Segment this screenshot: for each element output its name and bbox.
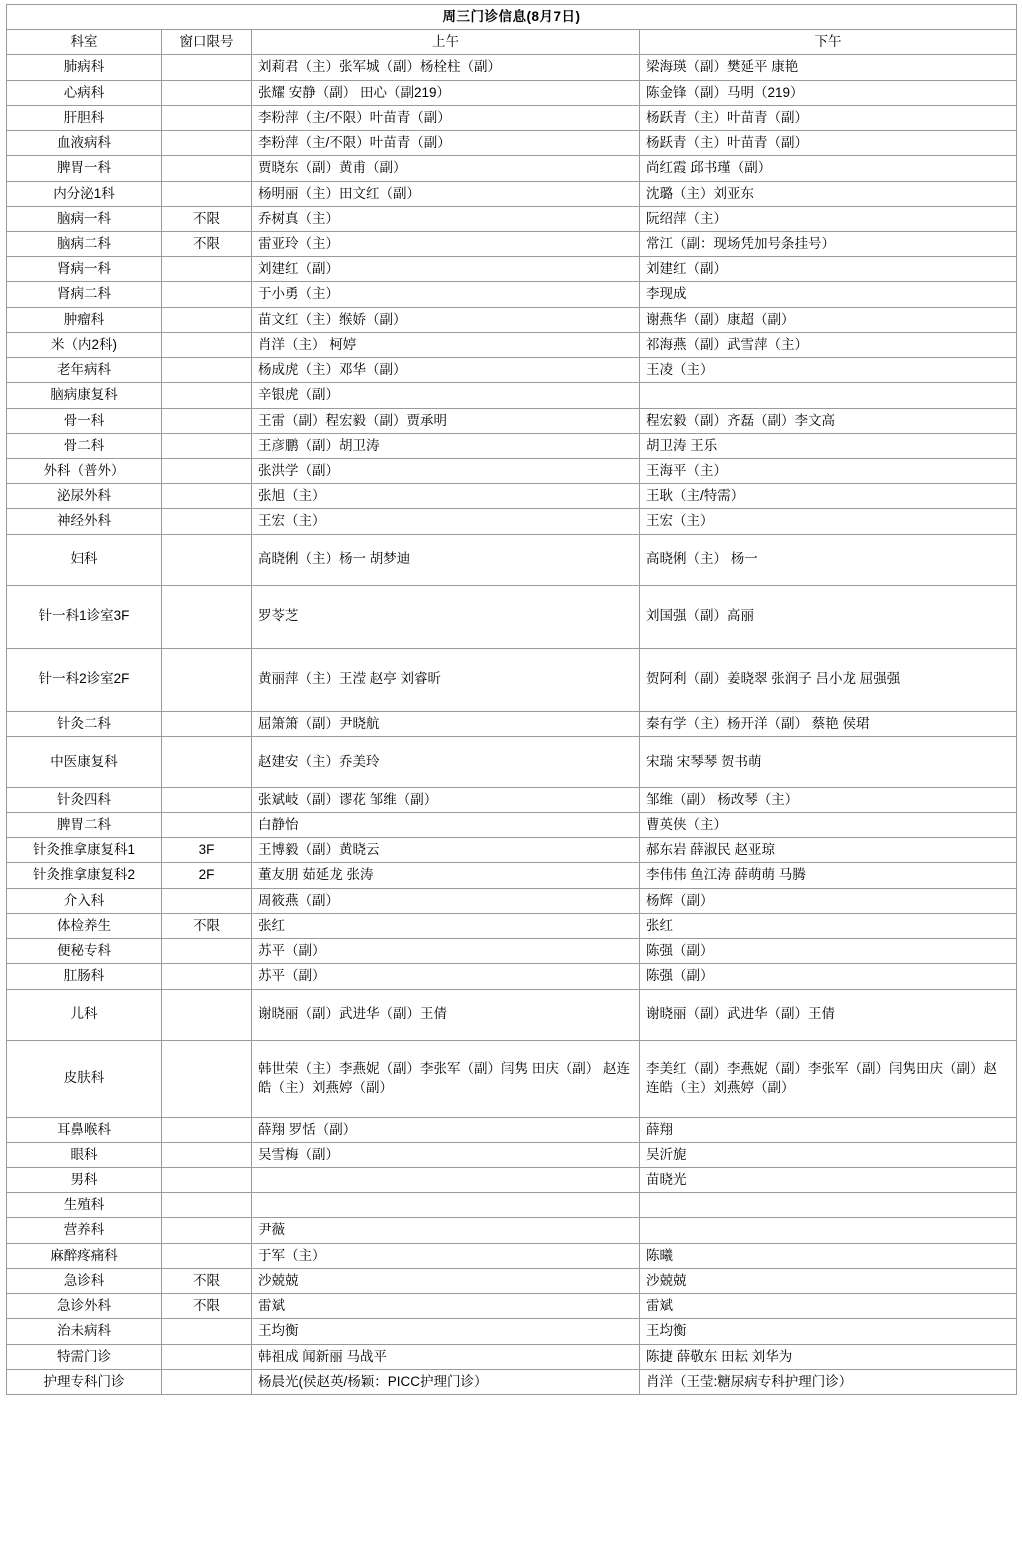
morning-doctors-cell: 白静怡 [252,813,640,838]
morning-doctors-cell: 韩祖成 闻新丽 马战平 [252,1344,640,1369]
window-limit-cell [162,484,252,509]
afternoon-doctors-cell: 郝东岩 薛淑民 赵亚琼 [640,838,1017,863]
department-cell: 肛肠科 [7,964,162,989]
department-cell: 针一科1诊室3F [7,585,162,648]
table-row [7,1319,1017,1344]
department-cell: 营养科 [7,1218,162,1243]
window-limit-cell [162,383,252,408]
afternoon-doctors-cell: 张红 [640,913,1017,938]
window-limit-cell [162,1040,252,1117]
morning-doctors-cell: 王宏（主） [252,509,640,534]
table-row [7,1243,1017,1268]
afternoon-doctors-cell: 肖洋（王莹:糖尿病专科护理门诊） [640,1369,1017,1394]
afternoon-doctors-cell: 谢燕华（副）康超（副） [640,307,1017,332]
morning-doctors-cell: 高晓俐（主）杨一 胡梦迪 [252,534,640,585]
afternoon-doctors-cell: 王凌（主） [640,358,1017,383]
table-row [7,509,1017,534]
afternoon-doctors-cell [640,383,1017,408]
window-limit-cell [162,1319,252,1344]
department-cell: 体检养生 [7,913,162,938]
window-limit-cell [162,282,252,307]
morning-doctors-cell: 李粉萍（主/不限）叶苗青（副） [252,131,640,156]
department-cell: 介入科 [7,888,162,913]
department-cell: 急诊外科 [7,1294,162,1319]
department-cell: 肿瘤科 [7,307,162,332]
window-limit-cell [162,534,252,585]
department-cell: 治未病科 [7,1319,162,1344]
department-cell: 脑病康复科 [7,383,162,408]
window-limit-cell [162,813,252,838]
table-row [7,1193,1017,1218]
department-cell: 针灸推拿康复科1 [7,838,162,863]
department-cell: 脑病一科 [7,206,162,231]
department-cell: 妇科 [7,534,162,585]
table-row [7,1268,1017,1293]
department-cell: 肾病二科 [7,282,162,307]
table-row [7,787,1017,812]
afternoon-doctors-cell: 李伟伟 鱼江涛 薛萌萌 马腾 [640,863,1017,888]
table-row [7,838,1017,863]
morning-doctors-cell: 罗苓芝 [252,585,640,648]
window-limit-cell [162,358,252,383]
department-cell: 肾病一科 [7,257,162,282]
column-header-afternoon: 下午 [640,30,1017,55]
table-row [7,939,1017,964]
department-cell: 骨一科 [7,408,162,433]
table-row [7,257,1017,282]
afternoon-doctors-cell: 宋瑞 宋琴琴 贺书萌 [640,736,1017,787]
window-limit-cell [162,509,252,534]
afternoon-doctors-cell: 李现成 [640,282,1017,307]
department-cell: 耳鼻喉科 [7,1117,162,1142]
table-row [7,1168,1017,1193]
afternoon-doctors-cell: 刘建红（副） [640,257,1017,282]
table-row [7,585,1017,648]
window-limit-cell [162,964,252,989]
morning-doctors-cell: 周筱燕（副） [252,888,640,913]
department-cell: 男科 [7,1168,162,1193]
department-cell: 麻醉疼痛科 [7,1243,162,1268]
window-limit-cell [162,1193,252,1218]
morning-doctors-cell: 雷亚玲（主） [252,231,640,256]
table-row [7,711,1017,736]
window-limit-cell: 不限 [162,1268,252,1293]
afternoon-doctors-cell: 陈金锋（副）马明（219） [640,80,1017,105]
department-cell: 脾胃一科 [7,156,162,181]
table-row [7,1142,1017,1167]
morning-doctors-cell: 辛银虎（副） [252,383,640,408]
table-row [7,156,1017,181]
morning-doctors-cell: 杨明丽（主）田文红（副） [252,181,640,206]
afternoon-doctors-cell: 王耿（主/特需） [640,484,1017,509]
morning-doctors-cell: 刘莉君（主）张军城（副）杨栓柱（副） [252,55,640,80]
department-cell: 脾胃二科 [7,813,162,838]
table-row [7,534,1017,585]
table-row [7,736,1017,787]
department-cell: 儿科 [7,989,162,1040]
afternoon-doctors-cell: 王均衡 [640,1319,1017,1344]
table-row [7,105,1017,130]
department-cell: 护理专科门诊 [7,1369,162,1394]
department-cell: 肺病科 [7,55,162,80]
window-limit-cell [162,55,252,80]
table-row [7,1294,1017,1319]
afternoon-doctors-cell: 梁海瑛（副）樊延平 康艳 [640,55,1017,80]
morning-doctors-cell: 王博毅（副）黄晓云 [252,838,640,863]
morning-doctors-cell: 吴雪梅（副） [252,1142,640,1167]
window-limit-cell [162,181,252,206]
department-cell: 生殖科 [7,1193,162,1218]
column-header-morning: 上午 [252,30,640,55]
department-cell: 特需门诊 [7,1344,162,1369]
table-row [7,206,1017,231]
table-row [7,1218,1017,1243]
afternoon-doctors-cell: 胡卫涛 王乐 [640,433,1017,458]
morning-doctors-cell [252,1193,640,1218]
table-row [7,888,1017,913]
morning-doctors-cell: 王雷（副）程宏毅（副）贾承明 [252,408,640,433]
window-limit-cell [162,408,252,433]
afternoon-doctors-cell: 程宏毅（副）齐磊（副）李文高 [640,408,1017,433]
morning-doctors-cell: 谢晓丽（副）武进华（副）王倩 [252,989,640,1040]
afternoon-doctors-cell: 陈强（副） [640,964,1017,989]
window-limit-cell [162,585,252,648]
table-row [7,989,1017,1040]
department-cell: 骨二科 [7,433,162,458]
table-row [7,408,1017,433]
afternoon-doctors-cell [640,1193,1017,1218]
morning-doctors-cell: 贾晓东（副）黄甫（副） [252,156,640,181]
afternoon-doctors-cell: 秦有学（主）杨开洋（副） 蔡艳 侯珺 [640,711,1017,736]
afternoon-doctors-cell [640,1218,1017,1243]
afternoon-doctors-cell: 李美红（副）李燕妮（副）李张军（副）闫隽田庆（副）赵连皓（主）刘燕婷（副） [640,1040,1017,1117]
window-limit-cell [162,787,252,812]
morning-doctors-cell: 肖洋（主） 柯婷 [252,332,640,357]
window-limit-cell [162,1344,252,1369]
afternoon-doctors-cell: 高晓俐（主） 杨一 [640,534,1017,585]
department-cell: 针灸推拿康复科2 [7,863,162,888]
afternoon-doctors-cell: 谢晓丽（副）武进华（副）王倩 [640,989,1017,1040]
table-row [7,282,1017,307]
afternoon-doctors-cell: 邹维（副） 杨改琴（主） [640,787,1017,812]
window-limit-cell: 不限 [162,1294,252,1319]
afternoon-doctors-cell: 杨辉（副） [640,888,1017,913]
afternoon-doctors-cell: 陈曦 [640,1243,1017,1268]
morning-doctors-cell: 赵建安（主）乔美玲 [252,736,640,787]
morning-doctors-cell: 张红 [252,913,640,938]
morning-doctors-cell: 薛翔 罗恬（副） [252,1117,640,1142]
table-row [7,1369,1017,1394]
window-limit-cell [162,989,252,1040]
window-limit-cell [162,257,252,282]
department-cell: 肝胆科 [7,105,162,130]
afternoon-doctors-cell: 薛翔 [640,1117,1017,1142]
department-cell: 针灸四科 [7,787,162,812]
morning-doctors-cell: 张洪学（副） [252,458,640,483]
window-limit-cell [162,433,252,458]
department-cell: 米（内2科) [7,332,162,357]
window-limit-cell [162,1369,252,1394]
table-row [7,863,1017,888]
table-row [7,913,1017,938]
table-row [7,80,1017,105]
table-row [7,964,1017,989]
department-cell: 外科（普外） [7,458,162,483]
afternoon-doctors-cell: 吴沂旎 [640,1142,1017,1167]
afternoon-doctors-cell: 王宏（主） [640,509,1017,534]
afternoon-doctors-cell: 王海平（主） [640,458,1017,483]
department-cell: 便秘专科 [7,939,162,964]
afternoon-doctors-cell: 苗晓光 [640,1168,1017,1193]
table-row [7,648,1017,711]
table-row [7,332,1017,357]
afternoon-doctors-cell: 祁海燕（副）武雪萍（主） [640,332,1017,357]
outpatient-schedule-table [6,4,1017,1395]
department-cell: 神经外科 [7,509,162,534]
window-limit-cell [162,1218,252,1243]
morning-doctors-cell: 屈箫箫（副）尹晓航 [252,711,640,736]
table-row [7,813,1017,838]
department-cell: 内分泌1科 [7,181,162,206]
page-title: 周三门诊信息(8月7日) [7,5,1017,30]
window-limit-cell [162,711,252,736]
window-limit-cell [162,888,252,913]
afternoon-doctors-cell: 陈捷 薛敬东 田耘 刘华为 [640,1344,1017,1369]
morning-doctors-cell: 苏平（副） [252,964,640,989]
afternoon-doctors-cell: 阮绍萍（主） [640,206,1017,231]
table-row [7,383,1017,408]
morning-doctors-cell: 张耀 安静（副） 田心（副219） [252,80,640,105]
window-limit-cell [162,1142,252,1167]
afternoon-doctors-cell: 尚红霞 邱书瑾（副） [640,156,1017,181]
morning-doctors-cell: 苏平（副） [252,939,640,964]
afternoon-doctors-cell: 刘国强（副）高丽 [640,585,1017,648]
table-body [7,55,1017,1395]
department-cell: 心病科 [7,80,162,105]
window-limit-cell: 2F [162,863,252,888]
department-cell: 脑病二科 [7,231,162,256]
window-limit-cell: 3F [162,838,252,863]
window-limit-cell [162,736,252,787]
table-row [7,433,1017,458]
morning-doctors-cell: 尹薇 [252,1218,640,1243]
window-limit-cell: 不限 [162,206,252,231]
table-row [7,231,1017,256]
table-row [7,1040,1017,1117]
table-head [7,5,1017,55]
morning-doctors-cell: 沙兢兢 [252,1268,640,1293]
morning-doctors-cell: 张斌岐（副）谬花 邹维（副） [252,787,640,812]
table-row [7,181,1017,206]
department-cell: 针灸二科 [7,711,162,736]
window-limit-cell [162,105,252,130]
department-cell: 血液病科 [7,131,162,156]
table-row [7,358,1017,383]
morning-doctors-cell: 张旭（主） [252,484,640,509]
department-cell: 老年病科 [7,358,162,383]
window-limit-cell [162,939,252,964]
morning-doctors-cell: 于军（主） [252,1243,640,1268]
window-limit-cell [162,458,252,483]
morning-doctors-cell: 李粉萍（主/不限）叶苗青（副） [252,105,640,130]
window-limit-cell [162,648,252,711]
morning-doctors-cell: 刘建红（副） [252,257,640,282]
department-cell: 针一科2诊室2F [7,648,162,711]
morning-doctors-cell: 王彦鹏（副）胡卫涛 [252,433,640,458]
table-row [7,458,1017,483]
window-limit-cell [162,1117,252,1142]
window-limit-cell [162,307,252,332]
morning-doctors-cell: 杨晨光(侯赵英/杨颖：PICC护理门诊） [252,1369,640,1394]
table-row [7,1344,1017,1369]
column-header-department: 科室 [7,30,162,55]
morning-doctors-cell: 王均衡 [252,1319,640,1344]
department-cell: 中医康复科 [7,736,162,787]
window-limit-cell [162,332,252,357]
morning-doctors-cell: 黄丽萍（主）王滢 赵亭 刘睿昕 [252,648,640,711]
department-cell: 泌尿外科 [7,484,162,509]
afternoon-doctors-cell: 沈璐（主）刘亚东 [640,181,1017,206]
window-limit-cell: 不限 [162,913,252,938]
afternoon-doctors-cell: 曹英侠（主） [640,813,1017,838]
morning-doctors-cell: 于小勇（主） [252,282,640,307]
morning-doctors-cell: 杨成虎（主）邓华（副） [252,358,640,383]
table-row [7,131,1017,156]
header-row [7,30,1017,55]
morning-doctors-cell: 雷斌 [252,1294,640,1319]
window-limit-cell [162,131,252,156]
afternoon-doctors-cell: 陈强（副） [640,939,1017,964]
table-row [7,307,1017,332]
afternoon-doctors-cell: 常江（副：现场凭加号条挂号） [640,231,1017,256]
afternoon-doctors-cell: 杨跃青（主）叶苗青（副） [640,105,1017,130]
afternoon-doctors-cell: 雷斌 [640,1294,1017,1319]
afternoon-doctors-cell: 贺阿利（副）姜晓翠 张润子 吕小龙 屈强强 [640,648,1017,711]
department-cell: 皮肤科 [7,1040,162,1117]
afternoon-doctors-cell: 沙兢兢 [640,1268,1017,1293]
afternoon-doctors-cell: 杨跃青（主）叶苗青（副） [640,131,1017,156]
morning-doctors-cell: 董友朋 茹延龙 张涛 [252,863,640,888]
window-limit-cell [162,1168,252,1193]
window-limit-cell [162,1243,252,1268]
morning-doctors-cell: 乔树真（主） [252,206,640,231]
table-row [7,484,1017,509]
morning-doctors-cell: 韩世荣（主）李燕妮（副）李张军（副）闫隽 田庆（副） 赵连皓（主）刘燕婷（副） [252,1040,640,1117]
window-limit-cell: 不限 [162,231,252,256]
department-cell: 急诊科 [7,1268,162,1293]
morning-doctors-cell: 苗文红（主）缑娇（副） [252,307,640,332]
window-limit-cell [162,80,252,105]
title-row [7,5,1017,30]
column-header-window-limit: 窗口限号 [162,30,252,55]
table-row [7,55,1017,80]
morning-doctors-cell [252,1168,640,1193]
department-cell: 眼科 [7,1142,162,1167]
window-limit-cell [162,156,252,181]
table-row [7,1117,1017,1142]
